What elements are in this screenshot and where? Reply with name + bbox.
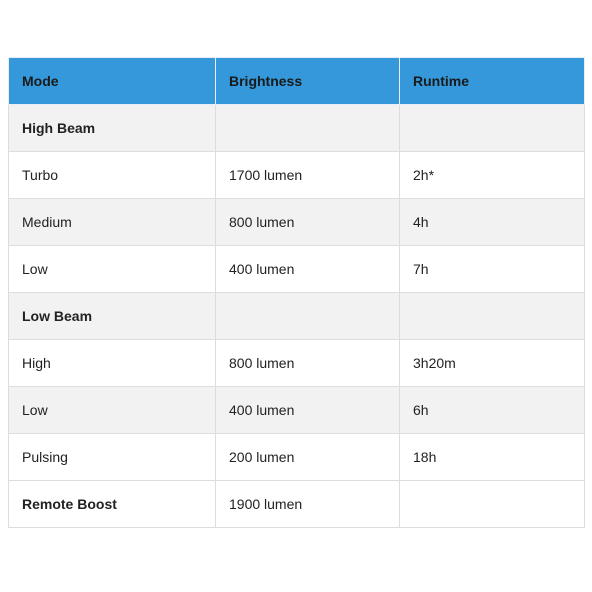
- cell-mode: Turbo: [9, 152, 216, 199]
- table-row: [9, 105, 585, 152]
- cell-mode: Remote Boost: [9, 481, 216, 528]
- cell-brightness: 400 lumen: [216, 246, 400, 293]
- cell-brightness: 400 lumen: [216, 387, 400, 434]
- cell-brightness: 800 lumen: [216, 340, 400, 387]
- table-body: [9, 105, 585, 528]
- table-row: [9, 199, 585, 246]
- table-row: [9, 340, 585, 387]
- cell-runtime: [400, 481, 585, 528]
- cell-brightness: 200 lumen: [216, 434, 400, 481]
- cell-brightness: [216, 105, 400, 152]
- cell-runtime: 2h*: [400, 152, 585, 199]
- header-mode: Mode: [9, 58, 216, 105]
- cell-mode: High Beam: [9, 105, 216, 152]
- table-row: [9, 246, 585, 293]
- cell-runtime: 4h: [400, 199, 585, 246]
- cell-brightness: 1900 lumen: [216, 481, 400, 528]
- table-header: [9, 58, 585, 105]
- cell-runtime: 6h: [400, 387, 585, 434]
- cell-mode: Low: [9, 246, 216, 293]
- table-row: [9, 293, 585, 340]
- table-row: [9, 387, 585, 434]
- cell-runtime: 18h: [400, 434, 585, 481]
- cell-brightness: 800 lumen: [216, 199, 400, 246]
- cell-mode: Low: [9, 387, 216, 434]
- cell-mode: Low Beam: [9, 293, 216, 340]
- cell-runtime: 3h20m: [400, 340, 585, 387]
- header-row: [9, 58, 585, 105]
- modes-table: [8, 57, 585, 528]
- cell-mode: High: [9, 340, 216, 387]
- cell-runtime: 7h: [400, 246, 585, 293]
- cell-mode: Pulsing: [9, 434, 216, 481]
- table-row: [9, 481, 585, 528]
- cell-runtime: [400, 293, 585, 340]
- header-brightness: Brightness: [216, 58, 400, 105]
- table-row: [9, 152, 585, 199]
- cell-mode: Medium: [9, 199, 216, 246]
- cell-brightness: [216, 293, 400, 340]
- header-runtime: Runtime: [400, 58, 585, 105]
- table-row: [9, 434, 585, 481]
- cell-brightness: 1700 lumen: [216, 152, 400, 199]
- cell-runtime: [400, 105, 585, 152]
